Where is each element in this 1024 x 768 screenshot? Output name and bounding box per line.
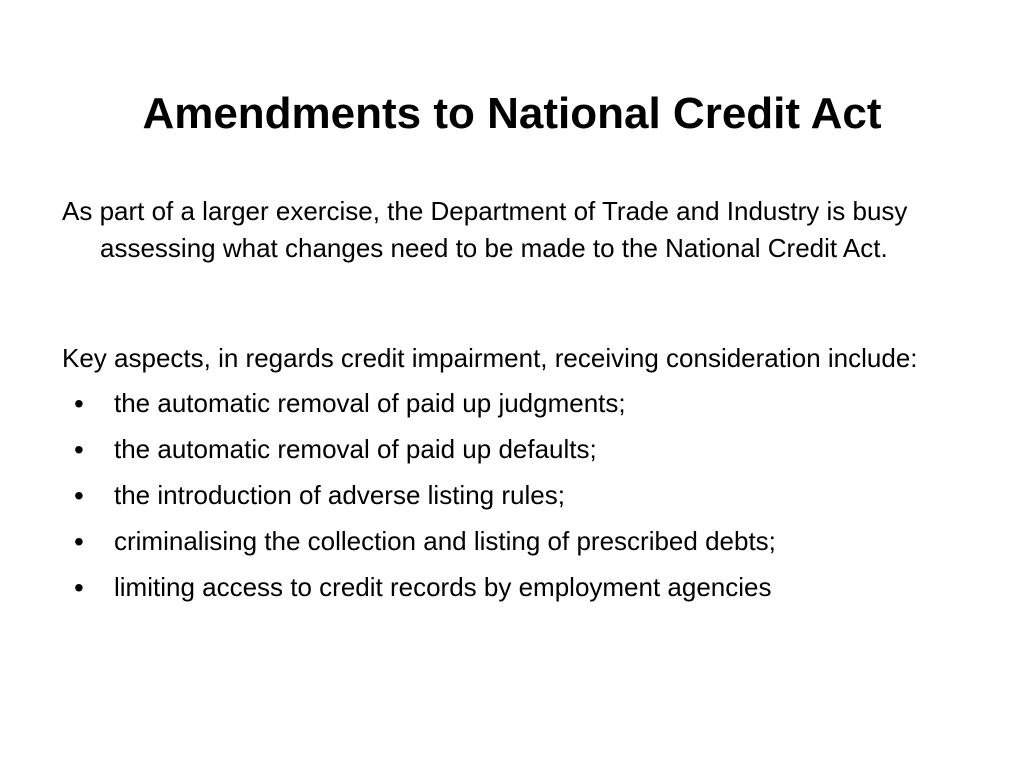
bullet-text: limiting access to credit records by employment agencies: [114, 572, 772, 602]
slide-title: Amendments to National Credit Act: [142, 89, 882, 138]
intro-paragraph: As part of a larger exercise, the Department of Trade and Industry is busy assessing what changes need to be made to the National Credit Act.: [62, 196, 908, 263]
bullet-list: [62, 385, 962, 606]
list-item: [62, 385, 962, 422]
bullet-text: the introduction of adverse listing rules;: [114, 480, 565, 510]
bullet-icon: •: [74, 526, 84, 557]
list-item: [62, 431, 962, 468]
slide-body: [62, 193, 962, 615]
bullet-text: the automatic removal of paid up defaults;: [114, 434, 597, 464]
list-item: [62, 477, 962, 514]
bullet-icon: •: [74, 388, 84, 419]
bullet-icon: •: [74, 572, 84, 603]
list-item: [62, 523, 962, 560]
list-item: [62, 569, 962, 606]
bullet-icon: •: [74, 480, 84, 511]
bullet-text: criminalising the collection and listing of prescribed debts;: [114, 526, 776, 556]
bullet-text: the automatic removal of paid up judgments;: [114, 388, 626, 418]
bullet-icon: •: [74, 434, 84, 465]
key-aspects-paragraph: Key aspects, in regards credit impairment, receiving consideration include:: [62, 343, 918, 373]
